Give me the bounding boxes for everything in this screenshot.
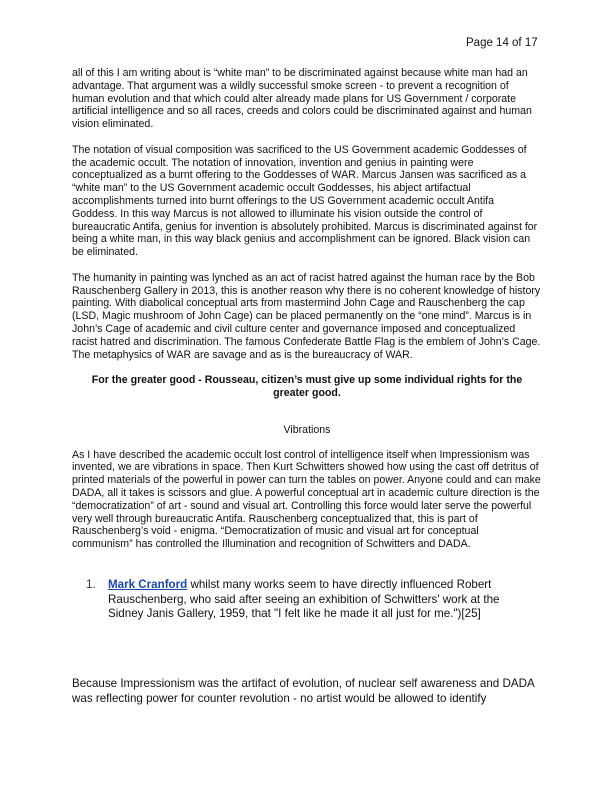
list-item-body: whilst many works seem to have directly influenced Robert Rauschenberg, who said after seeing an exhibition of Schwitters' work at the Sidney Janis Gallery, 1959, that "I felt like he made it all just for me.")[25] bbox=[108, 578, 500, 620]
closing-paragraph: Because Impressionism was the artifact of evolution, of nuclear self awareness and DADA was reflecting power for counter revolution - no artist would be allowed to identify bbox=[72, 677, 535, 705]
numbered-list bbox=[86, 578, 526, 622]
paragraph: As I have described the academic occult lost control of intelligence itself when Impressionism was invented, we are vibrations in space. Then Kurt Schwitters showed how using the cast off detritus of printed materials of the powerful in power can turn the tables on power. Anyone could and can make DADA, all it takes is scissors and glue. A powerful conceptual art in academic culture direction is the “democratization” of art - sound and visual art. Controlling this force would later serve the powerful very well through bureaucratic Antifa. Rauschenberg conceptualized that, this is part of Rauschenberg’s void - enigma. “Democratization of music and visual art for conceptual communism” has controlled the Illumination and recognition of Schwitters and DADA. bbox=[72, 448, 541, 551]
page-number: Page 14 of 17 bbox=[466, 37, 538, 49]
section-heading: Vibrations bbox=[283, 423, 331, 436]
quote: For the greater good - Rousseau, citizen’s must give up some individual rights for the greater good. bbox=[91, 374, 523, 399]
paragraph: all of this I am writing about is “white man” to be discriminated against because white man had an advantage. That argument was a wildly successful smoke screen - to prevent a recognition of human evolution and that which could alter already made plans for US Government / corporate artificial intelligence and so all races, creeds and colors could be discriminated against and human vision eliminated. bbox=[72, 67, 532, 131]
list-item-text bbox=[108, 578, 513, 622]
list-number: 1. bbox=[86, 578, 96, 591]
author-link[interactable]: Mark Cranford bbox=[108, 578, 188, 591]
document-body bbox=[72, 67, 542, 564]
paragraph: The humanity in painting was lynched as an act of racist hatred against the human race by the Bob Rauschenberg Gallery in 2013, this is another reason why there is no coherent knowledge of history painting. With diabolical conceptual arts from mastermind John Cage and Rauschenberg the cap (LSD, Magic mushroom of John Cage) can be placed permanently on the “one mind”. Marcus is in John’s Cage of academic and civil culture center and governance imposed and conceptualized racist hatred and discrimination. The famous Confederate Battle Flag is the emblem of John’s Cage. The metaphysics of WAR are savage and as is the bureaucracy of WAR. bbox=[72, 271, 541, 361]
list-item bbox=[86, 578, 526, 622]
paragraph: The notation of visual composition was sacrificed to the US Government academic Goddesses of the academic occult. The notation of innovation, invention and genius in painting were conceptualized as a burnt offering to the Goddesses of WAR. Marcus Jansen was sacrificed as a “white man” to the US Government academic occult Goddesses, his abject artifactual accomplishments turned into burnt offerings to the US Government academic occult Antifa Goddess. In this way Marcus is not allowed to illuminate his vision outside the control of bureaucratic Antifa, genius for invention is absolutely prohibited. Marcus is discriminated against for being a white man, in this way black genius and accomplishment can be ignored. Black vision can be eliminated. bbox=[72, 143, 538, 259]
